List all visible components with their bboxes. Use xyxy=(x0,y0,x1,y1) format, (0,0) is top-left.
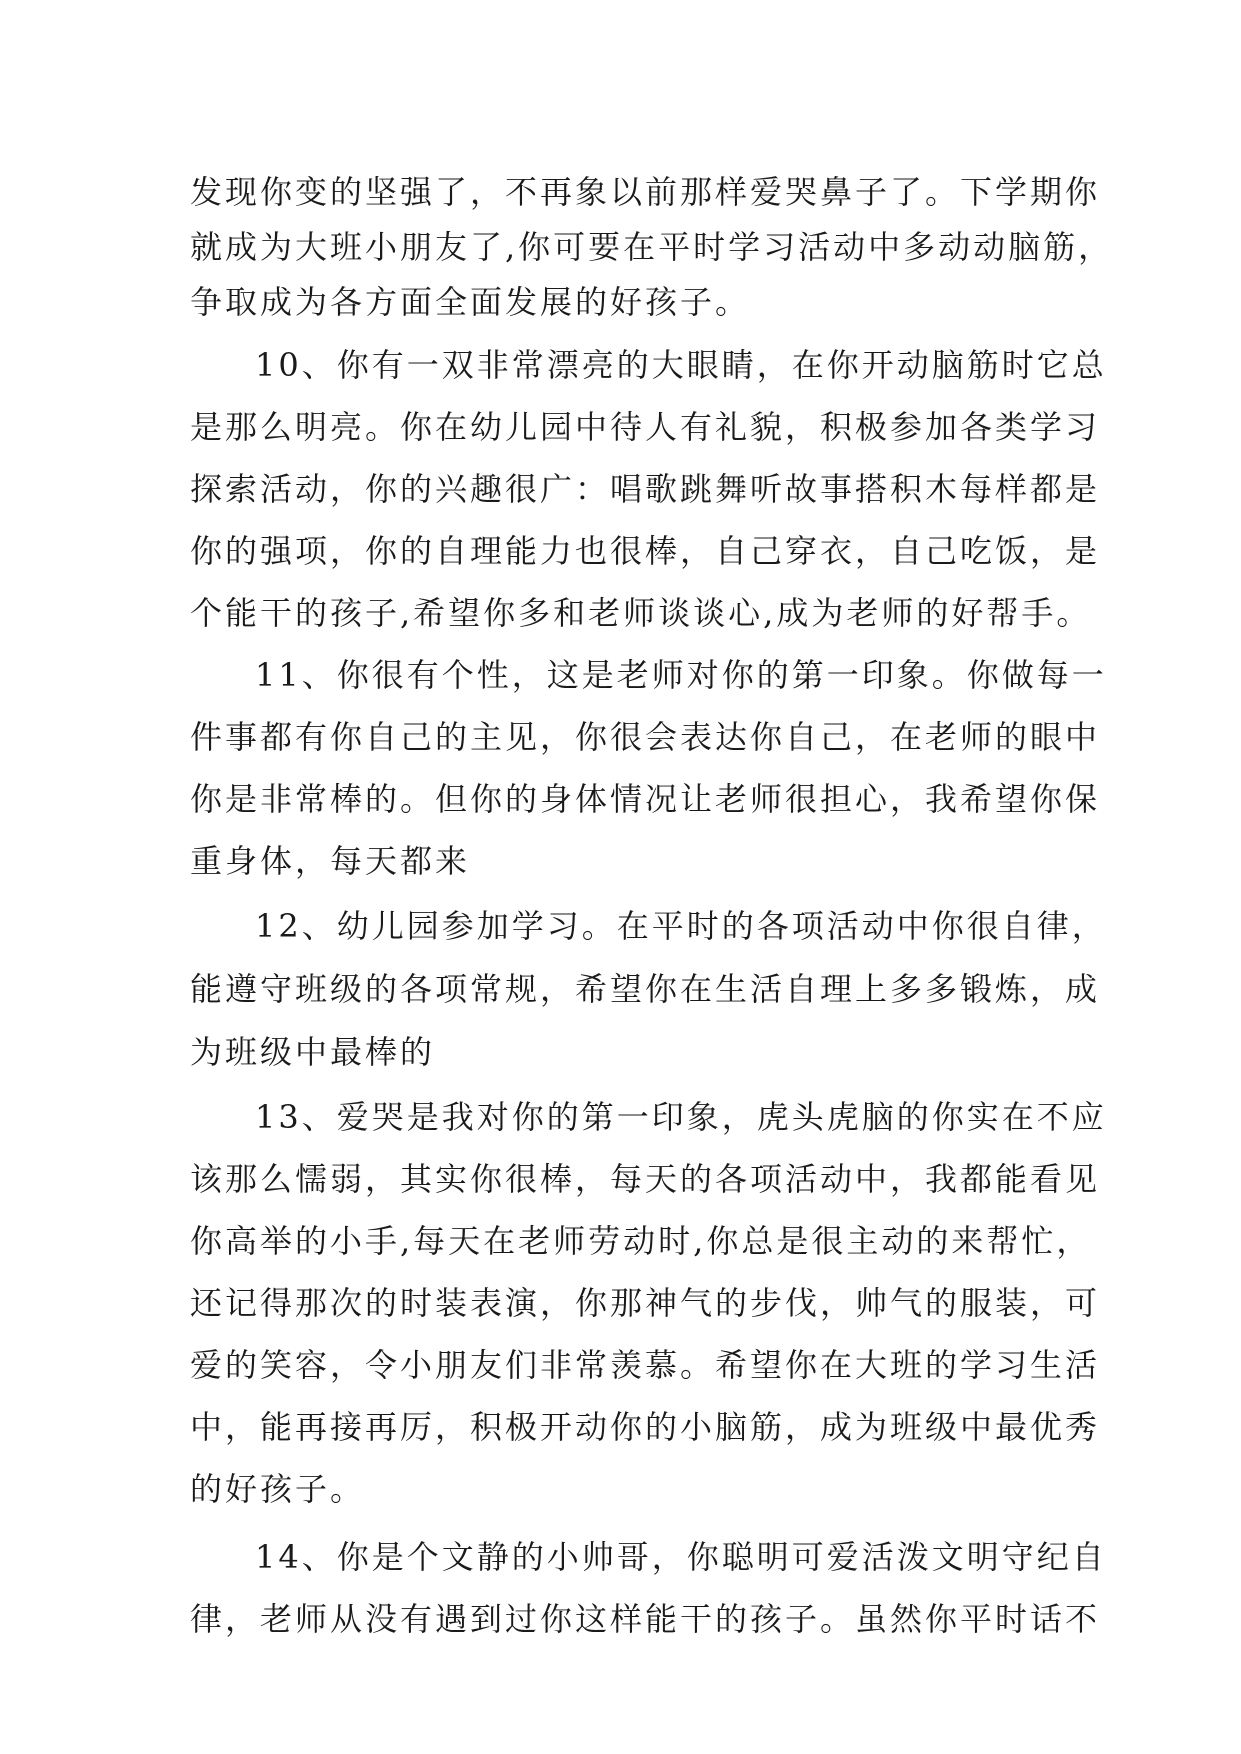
text-line: 你的强项，你的自理能力也很棒，自己穿衣，自己吃饭，是 xyxy=(190,532,1101,570)
text-line: 中，能再接再厉，积极开动你的小脑筋，成为班级中最优秀 xyxy=(190,1408,1101,1446)
text-line: 律，老师从没有遇到过你这样能干的孩子。虽然你平时话不 xyxy=(190,1600,1101,1638)
text-line: 你是非常棒的。但你的身体情况让老师很担心，我希望你保 xyxy=(190,780,1101,818)
paragraph-first-line: 11、你很有个性，这是老师对你的第一印象。你做每一 xyxy=(255,656,1107,694)
text-line: 为班级中最棒的 xyxy=(190,1033,436,1071)
text-line: 探索活动，你的兴趣很广：唱歌跳舞听故事搭积木每样都是 xyxy=(190,470,1101,508)
paragraph-first-line: 12、幼儿园参加学习。在平时的各项活动中你很自律， xyxy=(255,907,1107,945)
text-line: 爱的笑容，令小朋友们非常羡慕。希望你在大班的学习生活 xyxy=(190,1346,1101,1384)
text-line: 件事都有你自己的主见，你很会表达你自己，在老师的眼中 xyxy=(190,718,1101,756)
text-line: 还记得那次的时装表演，你那神气的步伐，帅气的服装，可 xyxy=(190,1284,1101,1322)
text-line: 发现你变的坚强了，不再象以前那样爱哭鼻子了。下学期你 xyxy=(190,173,1101,211)
paragraph-first-line: 10、你有一双非常漂亮的大眼睛，在你开动脑筋时它总 xyxy=(255,346,1107,384)
text-line: 能遵守班级的各项常规，希望你在生活自理上多多锻炼，成 xyxy=(190,970,1101,1008)
text-line: 你高举的小手,每天在老师劳动时,你总是很主动的来帮忙， xyxy=(190,1222,1092,1260)
text-line: 的好孩子。 xyxy=(190,1470,366,1508)
text-line: 个能干的孩子,希望你多和老师谈谈心,成为老师的好帮手。 xyxy=(190,594,1092,632)
text-line: 争取成为各方面全面发展的好孩子。 xyxy=(190,283,751,321)
text-line: 该那么懦弱，其实你很棒，每天的各项活动中，我都能看见 xyxy=(190,1160,1101,1198)
text-line: 是那么明亮。你在幼儿园中待人有礼貌，积极参加各类学习 xyxy=(190,408,1101,446)
paragraph-first-line: 14、你是个文静的小帅哥，你聪明可爱活泼文明守纪自 xyxy=(255,1538,1107,1576)
text-line: 就成为大班小朋友了,你可要在平时学习活动中多动动脑筋， xyxy=(190,228,1114,266)
paragraph-first-line: 13、爱哭是我对你的第一印象，虎头虎脑的你实在不应 xyxy=(255,1098,1107,1136)
text-line: 重身体，每天都来 xyxy=(190,842,471,880)
